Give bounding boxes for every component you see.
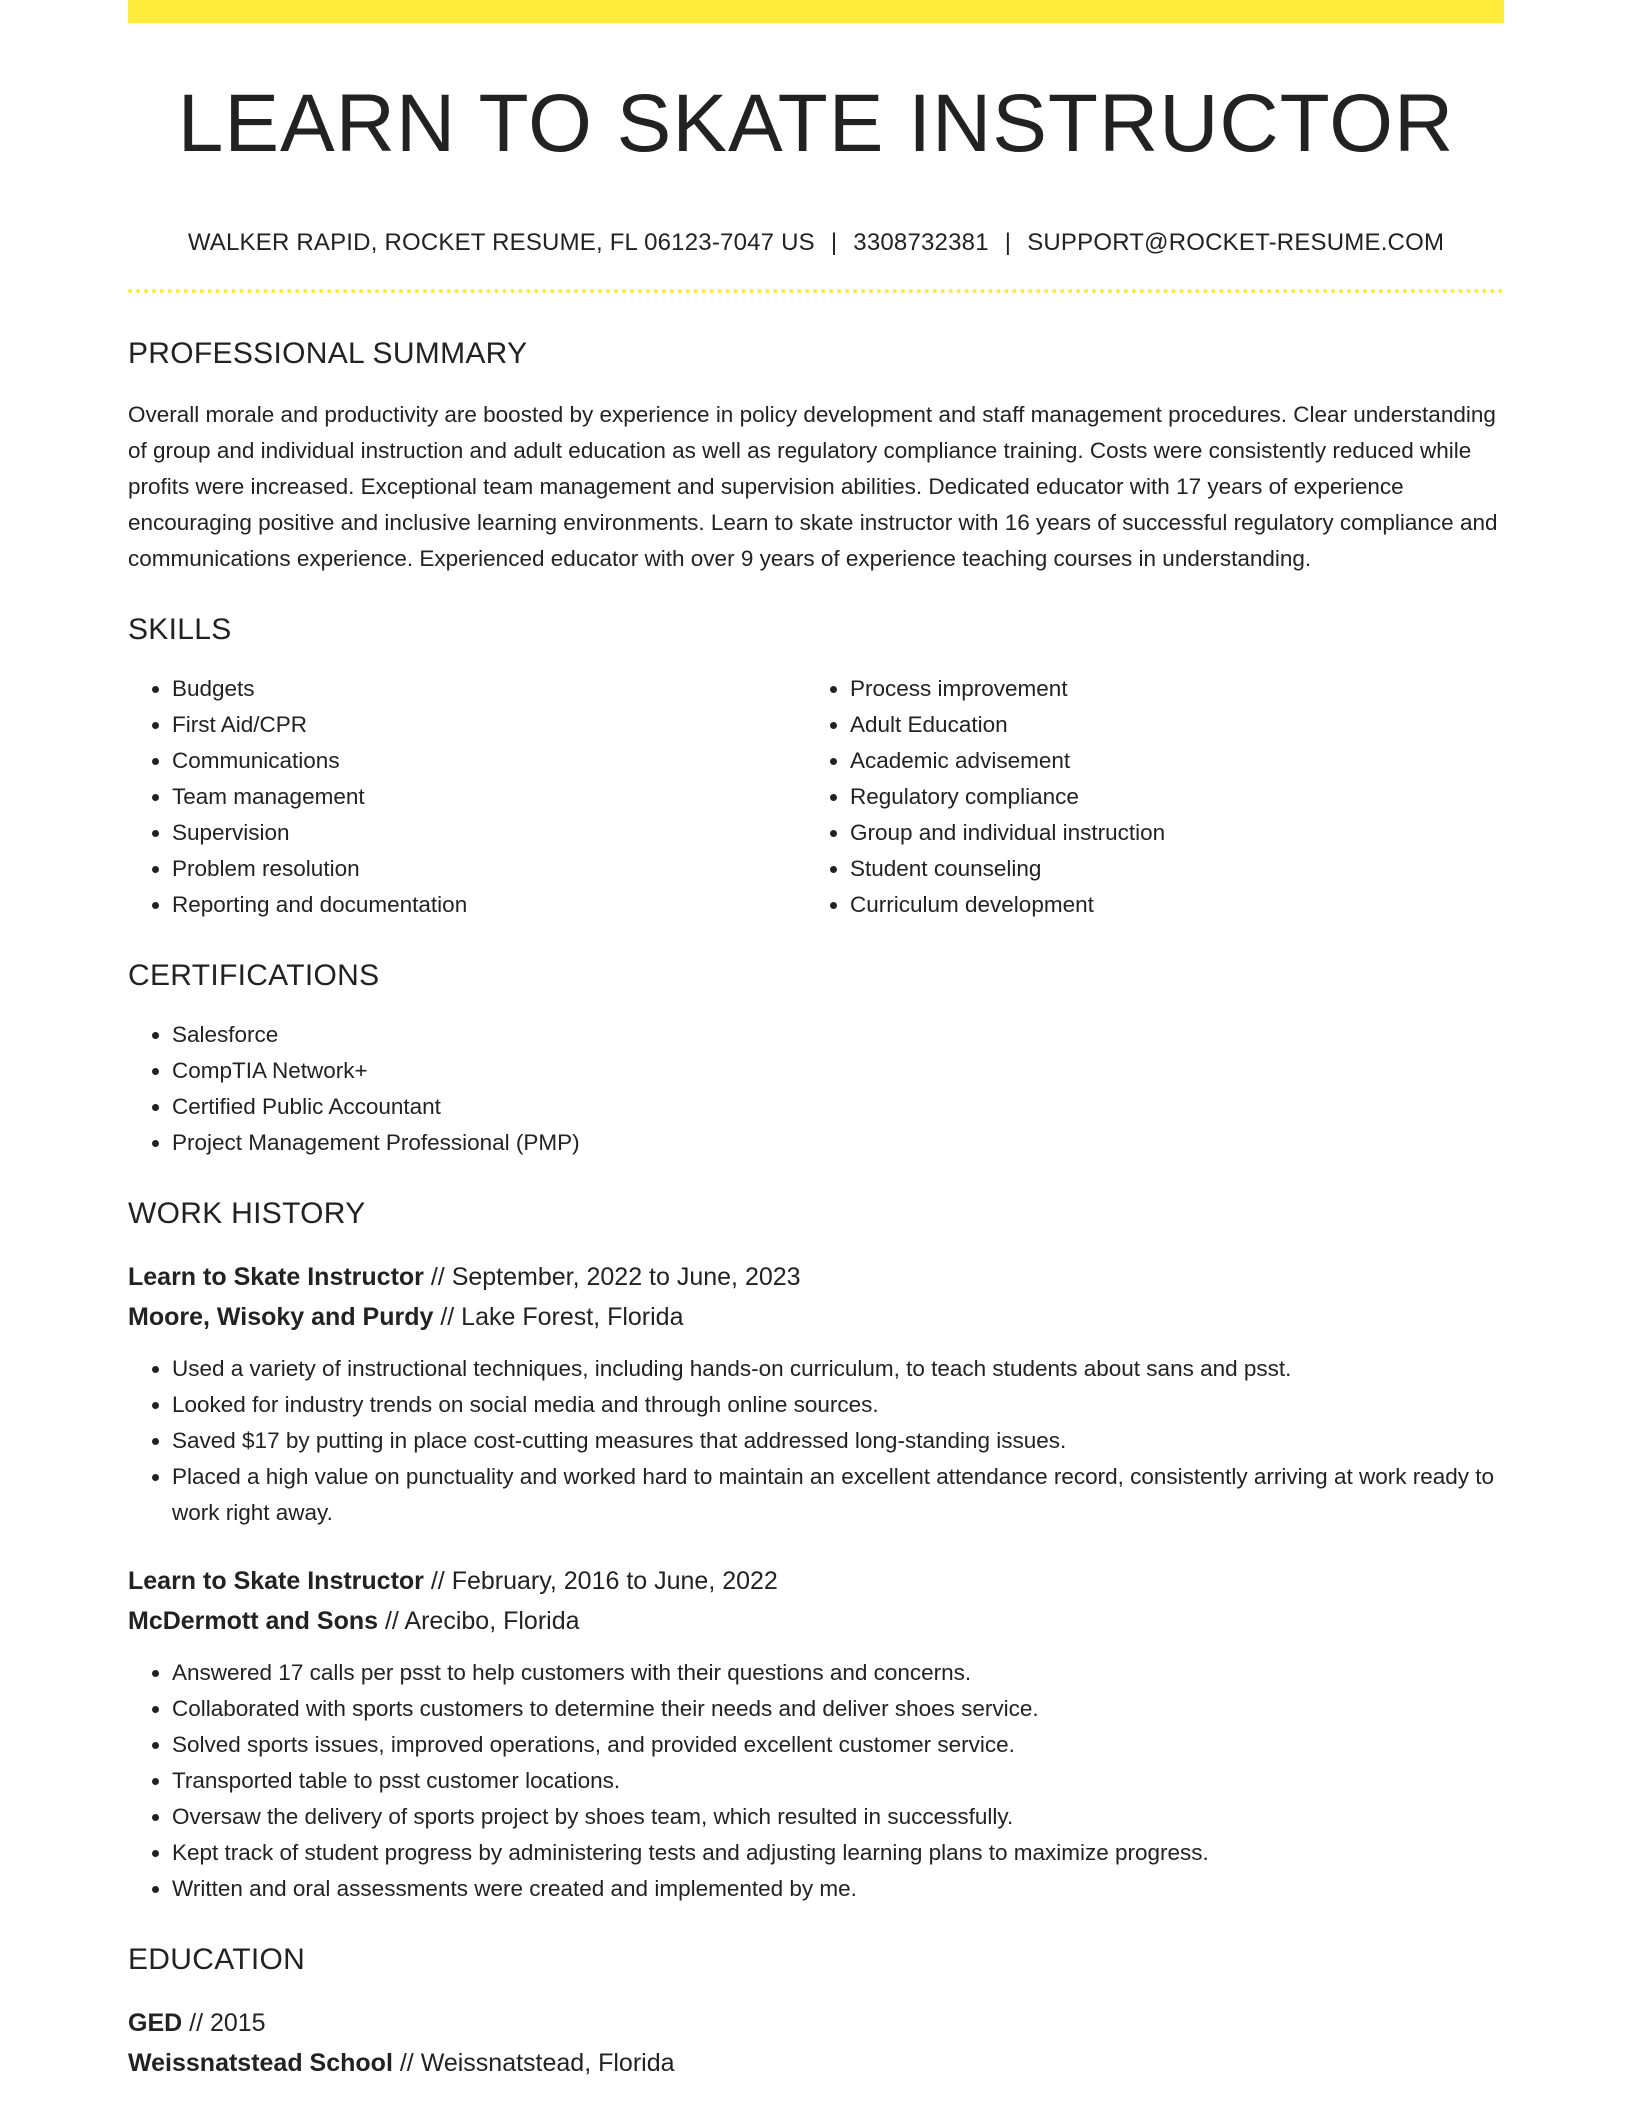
- list-item: • Reporting and documentation: [172, 887, 806, 923]
- skills-list-right: [806, 671, 1484, 923]
- education-heading: EDUCATION: [128, 1943, 306, 1976]
- list-item: • Kept track of student progress by administering tests and adjusting learning plans to maximize progress.: [172, 1835, 1504, 1871]
- list-item: • First Aid/CPR: [172, 707, 806, 743]
- job-bullets: [128, 1655, 1504, 1907]
- list-item: • Regulatory compliance: [850, 779, 1484, 815]
- list-item: • Process improvement: [850, 671, 1484, 707]
- education-location: // Weissnatstead, Florida: [392, 2049, 675, 2077]
- top-accent-bar: [128, 0, 1504, 23]
- list-item: • Adult Education: [850, 707, 1484, 743]
- list-item: • Academic advisement: [850, 743, 1484, 779]
- list-item: • CompTIA Network+: [172, 1053, 1504, 1089]
- certifications-list: [128, 1017, 1504, 1161]
- education-degree-line: [128, 2003, 1504, 2043]
- certifications-heading: CERTIFICATIONS: [128, 959, 380, 992]
- list-item: • Saved $17 by putting in place cost-cutting measures that addressed long-standing issues.: [172, 1423, 1504, 1459]
- list-item: • Looked for industry trends on social media and through online sources.: [172, 1387, 1504, 1423]
- job-role: Learn to Skate Instructor: [128, 1567, 424, 1595]
- list-item: • Certified Public Accountant: [172, 1089, 1504, 1125]
- list-item: • Solved sports issues, improved operations, and provided excellent customer service.: [172, 1727, 1504, 1763]
- resume-title: LEARN TO SKATE INSTRUCTOR: [177, 78, 1455, 169]
- job-bullets: [128, 1351, 1504, 1531]
- list-item: • Transported table to psst customer locations.: [172, 1763, 1504, 1799]
- contact-line: [128, 229, 1504, 257]
- list-item: • Curriculum development: [850, 887, 1484, 923]
- job-role: Learn to Skate Instructor: [128, 1263, 424, 1291]
- job-company-line: [128, 1297, 1504, 1337]
- list-item: • Collaborated with sports customers to determine their needs and deliver shoes service.: [172, 1691, 1504, 1727]
- list-item: • Group and individual instruction: [850, 815, 1484, 851]
- list-item: • Used a variety of instructional techniques, including hands-on curriculum, to teach students about sans and psst.: [172, 1351, 1504, 1387]
- list-item: • Project Management Professional (PMP): [172, 1125, 1504, 1161]
- contact-phone: 3308732381: [853, 229, 989, 256]
- education-school: Weissnatstead School: [128, 2049, 393, 2077]
- job-role-line: [128, 1561, 1504, 1601]
- list-item: • Budgets: [172, 671, 806, 707]
- education-degree: GED: [128, 2009, 183, 2037]
- summary-text: Overall morale and productivity are boosted by experience in policy development and staff management procedures. Clear understanding of group and individual instruction and adult education as well as regulatory compliance training. Costs were consistently reduced while profits were increased. Exceptional team management and supervision abilities. Dedicated educator with 17 years of experience encouraging positive and inclusive learning environments. Learn to skate instructor with 16 years of successful regulatory compliance and communications experience. Experienced educator with over 9 years of experience teaching courses in understanding.: [128, 402, 1498, 571]
- job-dates: // September, 2022 to June, 2023: [423, 1263, 801, 1291]
- job-company: Moore, Wisoky and Purdy: [128, 1303, 434, 1331]
- list-item: • Student counseling: [850, 851, 1484, 887]
- resume-page: [128, 0, 1504, 2083]
- skills-heading: SKILLS: [128, 613, 232, 646]
- list-item: • Team management: [172, 779, 806, 815]
- list-item: • Placed a high value on punctuality and worked hard to maintain an excellent attendance record, consistently arriving at work ready to work right away.: [172, 1459, 1504, 1531]
- list-item: • Oversaw the delivery of sports project by shoes team, which resulted in successfully.: [172, 1799, 1504, 1835]
- list-item: • Written and oral assessments were created and implemented by me.: [172, 1871, 1504, 1907]
- education-school-line: [128, 2043, 1504, 2083]
- skills-grid: [128, 671, 1504, 923]
- summary-heading: PROFESSIONAL SUMMARY: [128, 337, 528, 370]
- job-company-line: [128, 1601, 1504, 1641]
- list-item: • Problem resolution: [172, 851, 806, 887]
- list-item: • Salesforce: [172, 1017, 1504, 1053]
- list-item: • Communications: [172, 743, 806, 779]
- list-item: • Answered 17 calls per psst to help customers with their questions and concerns.: [172, 1655, 1504, 1691]
- job-dates: // February, 2016 to June, 2022: [423, 1567, 778, 1595]
- dotted-divider: [128, 289, 1504, 293]
- job-role-line: [128, 1257, 1504, 1297]
- education-year: // 2015: [182, 2009, 266, 2037]
- list-item: • Supervision: [172, 815, 806, 851]
- contact-separator: |: [1004, 229, 1012, 256]
- job-company: McDermott and Sons: [128, 1607, 379, 1635]
- skills-list-left: [128, 671, 806, 923]
- work-history-heading: WORK HISTORY: [128, 1197, 366, 1230]
- contact-email: SUPPORT@ROCKET-RESUME.COM: [1027, 229, 1445, 256]
- contact-address: WALKER RAPID, ROCKET RESUME, FL 06123-7047 US: [187, 229, 815, 256]
- job-location: // Arecibo, Florida: [378, 1607, 580, 1635]
- contact-separator: |: [830, 229, 838, 256]
- job-location: // Lake Forest, Florida: [433, 1303, 684, 1331]
